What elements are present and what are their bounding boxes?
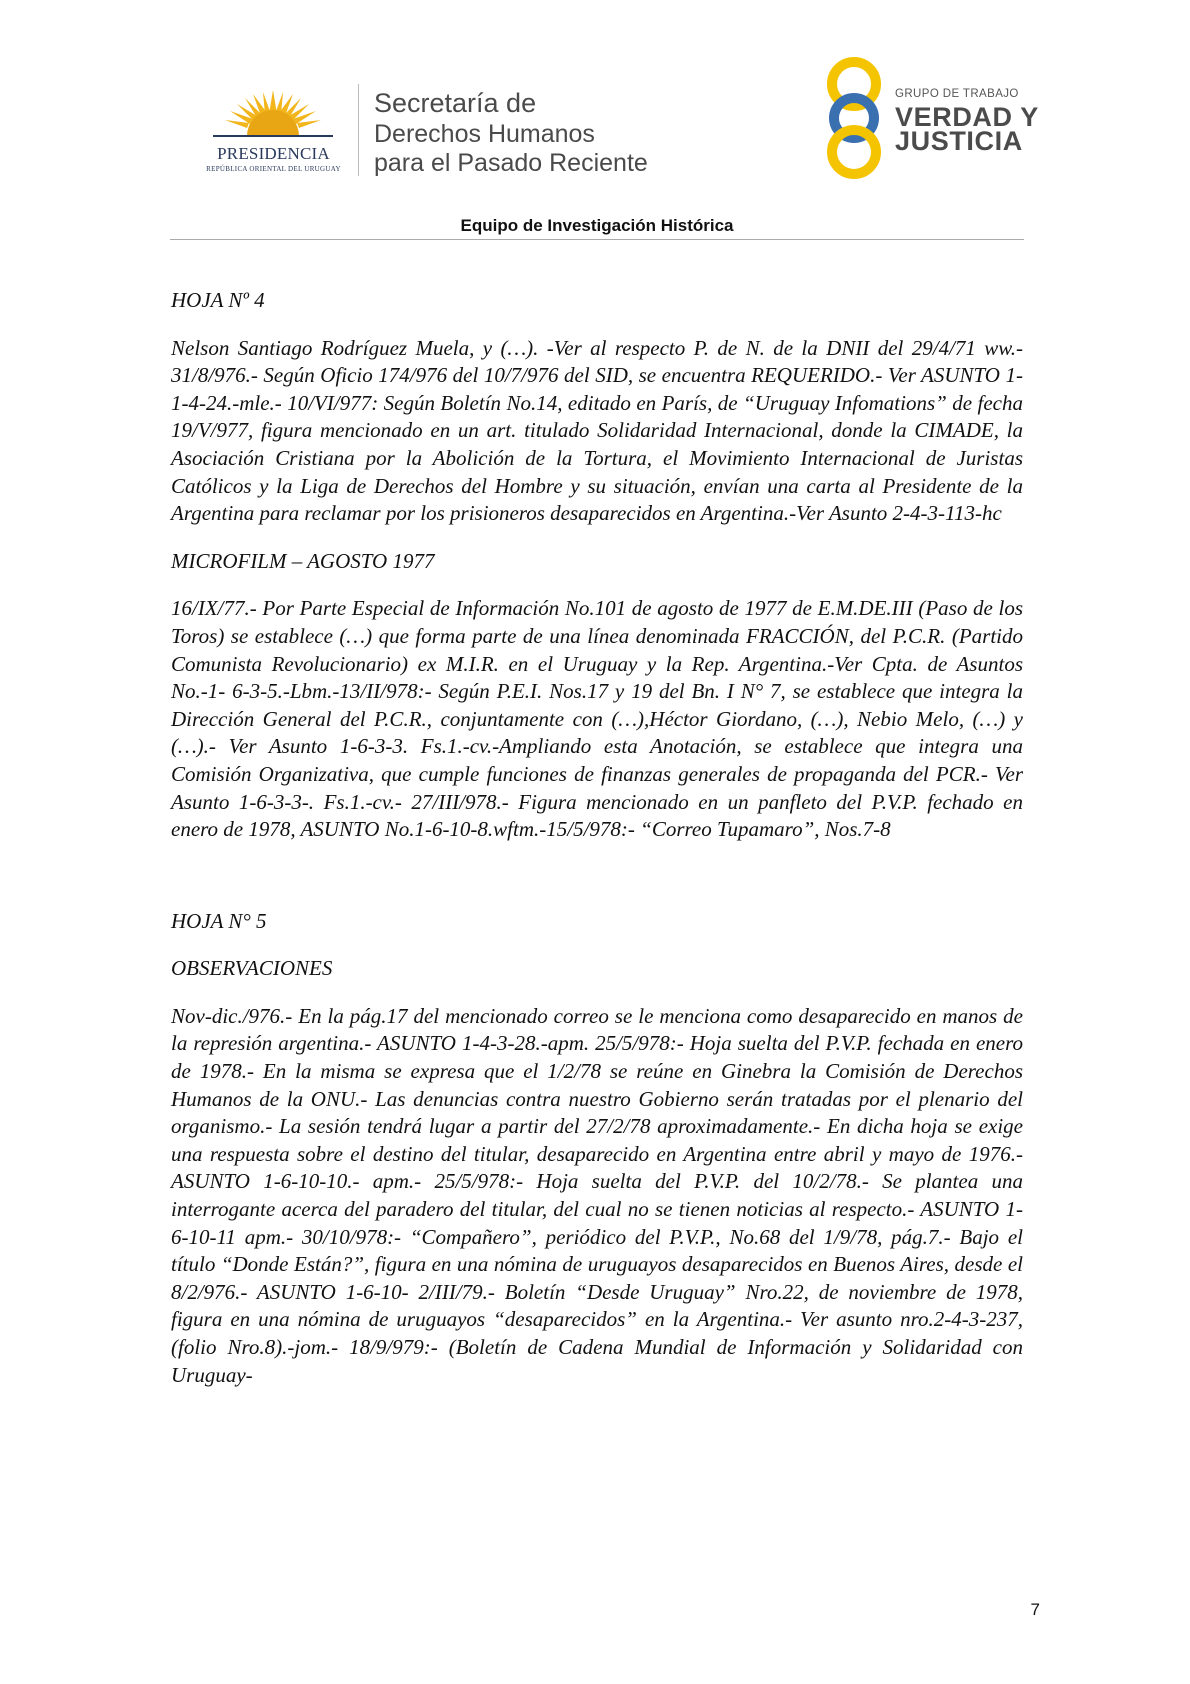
secretaria-line-1: Secretaría de: [374, 88, 537, 118]
header-rule: [170, 239, 1024, 240]
page-number: 7: [1030, 1600, 1040, 1619]
section-heading-observaciones: OBSERVACIONES: [171, 956, 333, 981]
logo-divider: [358, 84, 359, 176]
document-body: [171, 287, 1023, 1409]
section-heading-hoja-4: HOJA Nº 4: [171, 288, 265, 312]
justicia-label: JUSTICIA: [895, 126, 1023, 156]
presidencia-subtitle: REPÚBLICA ORIENTAL DEL URUGUAY: [206, 165, 341, 173]
presidencia-name: PRESIDENCIA: [217, 144, 330, 163]
verdad-justicia-rings-logo: [818, 54, 890, 182]
microfilm-paragraph: 16/IX/77.- Por Parte Especial de Información No.101 de agosto de 1977 de E.M.DE.III (Paso de los Toros) se establece (…) que forma parte de una línea denominada FRACCIÓN, del P.C.R. (Partido Comunista Revolucionario) ex M.I.R. en el Uruguay y la Rep. Argentina.-Ver Cpta. de Asuntos No.-1- 6-3-5.-Lbm.-13/II/978:- Según P.E.I. Nos.17 y 19 del Bn. I N° 7, se establece que integra la Dirección General del P.C.R., conjuntamente con (…),Héctor Giordano, (…), Nebio Melo, (…) y (…).- Ver Asunto 1-6-3-3. Fs.1.-cv.-Ampliando esta Anotación, se establece que integra una Comisión Organizativa, que cumple funciones de finanzas generales de propaganda del PCR.- Ver Asunto 1-6-3-3-. Fs.1.-cv.- 27/III/978.- Figura mencionado en un panfleto del P.V.P. fechado en enero de 1978, ASUNTO No.1-6-10-8.wftm.-15/5/978:- “Correo Tupamaro”, Nos.7-8: [171, 596, 1023, 842]
hoja-4-paragraph: Nelson Santiago Rodríguez Muela, y (…). -Ver al respecto P. de N. de la DNII del 29/4/71 ww.- 31/8/976.- Según Oficio 174/976 del 10/7/976 del SID, se encuentra REQUERIDO.- Ver ASUNTO 1-1-4-24.-mle.- 10/VI/977: Según Boletín No.14, editado en París, de “Uruguay Infomations” de fecha 19/V/977, figura mencionado en un art. titulado Solidaridad Internacional, donde la CIMADE, la Asociación Cristiana por la Abolición de la Tortura, el Movimiento Internacional de Juristas Católicos y la Liga de Derechos del Hombre y su situación, envían una carta al Presidente de la Argentina para reclamar por los prisioneros desaparecidos en Argentina.-Ver Asunto 2-4-3-113-hc: [171, 335, 1023, 526]
secretaria-line-2: Derechos Humanos: [374, 120, 595, 148]
page-header: [0, 0, 1190, 240]
section-heading-hoja-5: HOJA N° 5: [171, 908, 267, 933]
observaciones-paragraph: Nov-dic./976.- En la pág.17 del mencionado correo se le menciona como desaparecido en manos de la represión argentina.- ASUNTO 1-4-3-28.-apm. 25/5/978:- Hoja suelta del P.V.P. fechada en enero de 1978.- En la misma se expresa que el 1/2/78 se reúne en Ginebra la Comisión de Derechos Humanos de la ONU.- Las denuncias contra nuestro Gobierno serán tratadas por el plenario del organismo.- La sesión tendrá lugar a partir del 27/2/78 aproximadamente.- En dicha hoja se exige una respuesta sobre el destino del titular, desaparecido en Argentina entre abril y mayo de 1976.- ASUNTO 1-6-10-10.- apm.- 25/5/978:- Hoja suelta del P.V.P. del 10/2/78.- Se plantea una interrogante acerca del paradero del titular, del cual no se tienen noticias al respecto.- ASUNTO 1-6-10-11 apm.- 30/10/978:- “Compañero”, periódico del P.V.P., No.68 del 1/9/78, pág.7.- Bajo el título “Donde Están?”, figura en una nómina de uruguayos desaparecidos en Buenos Aires, desde el 8/2/976.- ASUNTO 1-6-10- 2/III/79.- Boletín “Desde Uruguay” Nro.22, de noviembre de 1978, figura en una nómina de uruguayos “desaparecidos” en la Argentina.- Ver asunto nro.2-4-3-237, (folio Nro.8).-jom.- 18/9/979:- (Boletín de Cadena Mundial de Información y Solidaridad con Uruguay-: [171, 1003, 1023, 1387]
grupo-trabajo-label: GRUPO DE TRABAJO: [895, 88, 1019, 100]
verdad-y-label: VERDAD Y: [895, 102, 1039, 132]
team-title: Equipo de Investigación Histórica: [460, 216, 734, 235]
secretaria-line-3: para el Pasado Reciente: [374, 149, 648, 177]
section-heading-microfilm: MICROFILM – AGOSTO 1977: [171, 548, 435, 573]
